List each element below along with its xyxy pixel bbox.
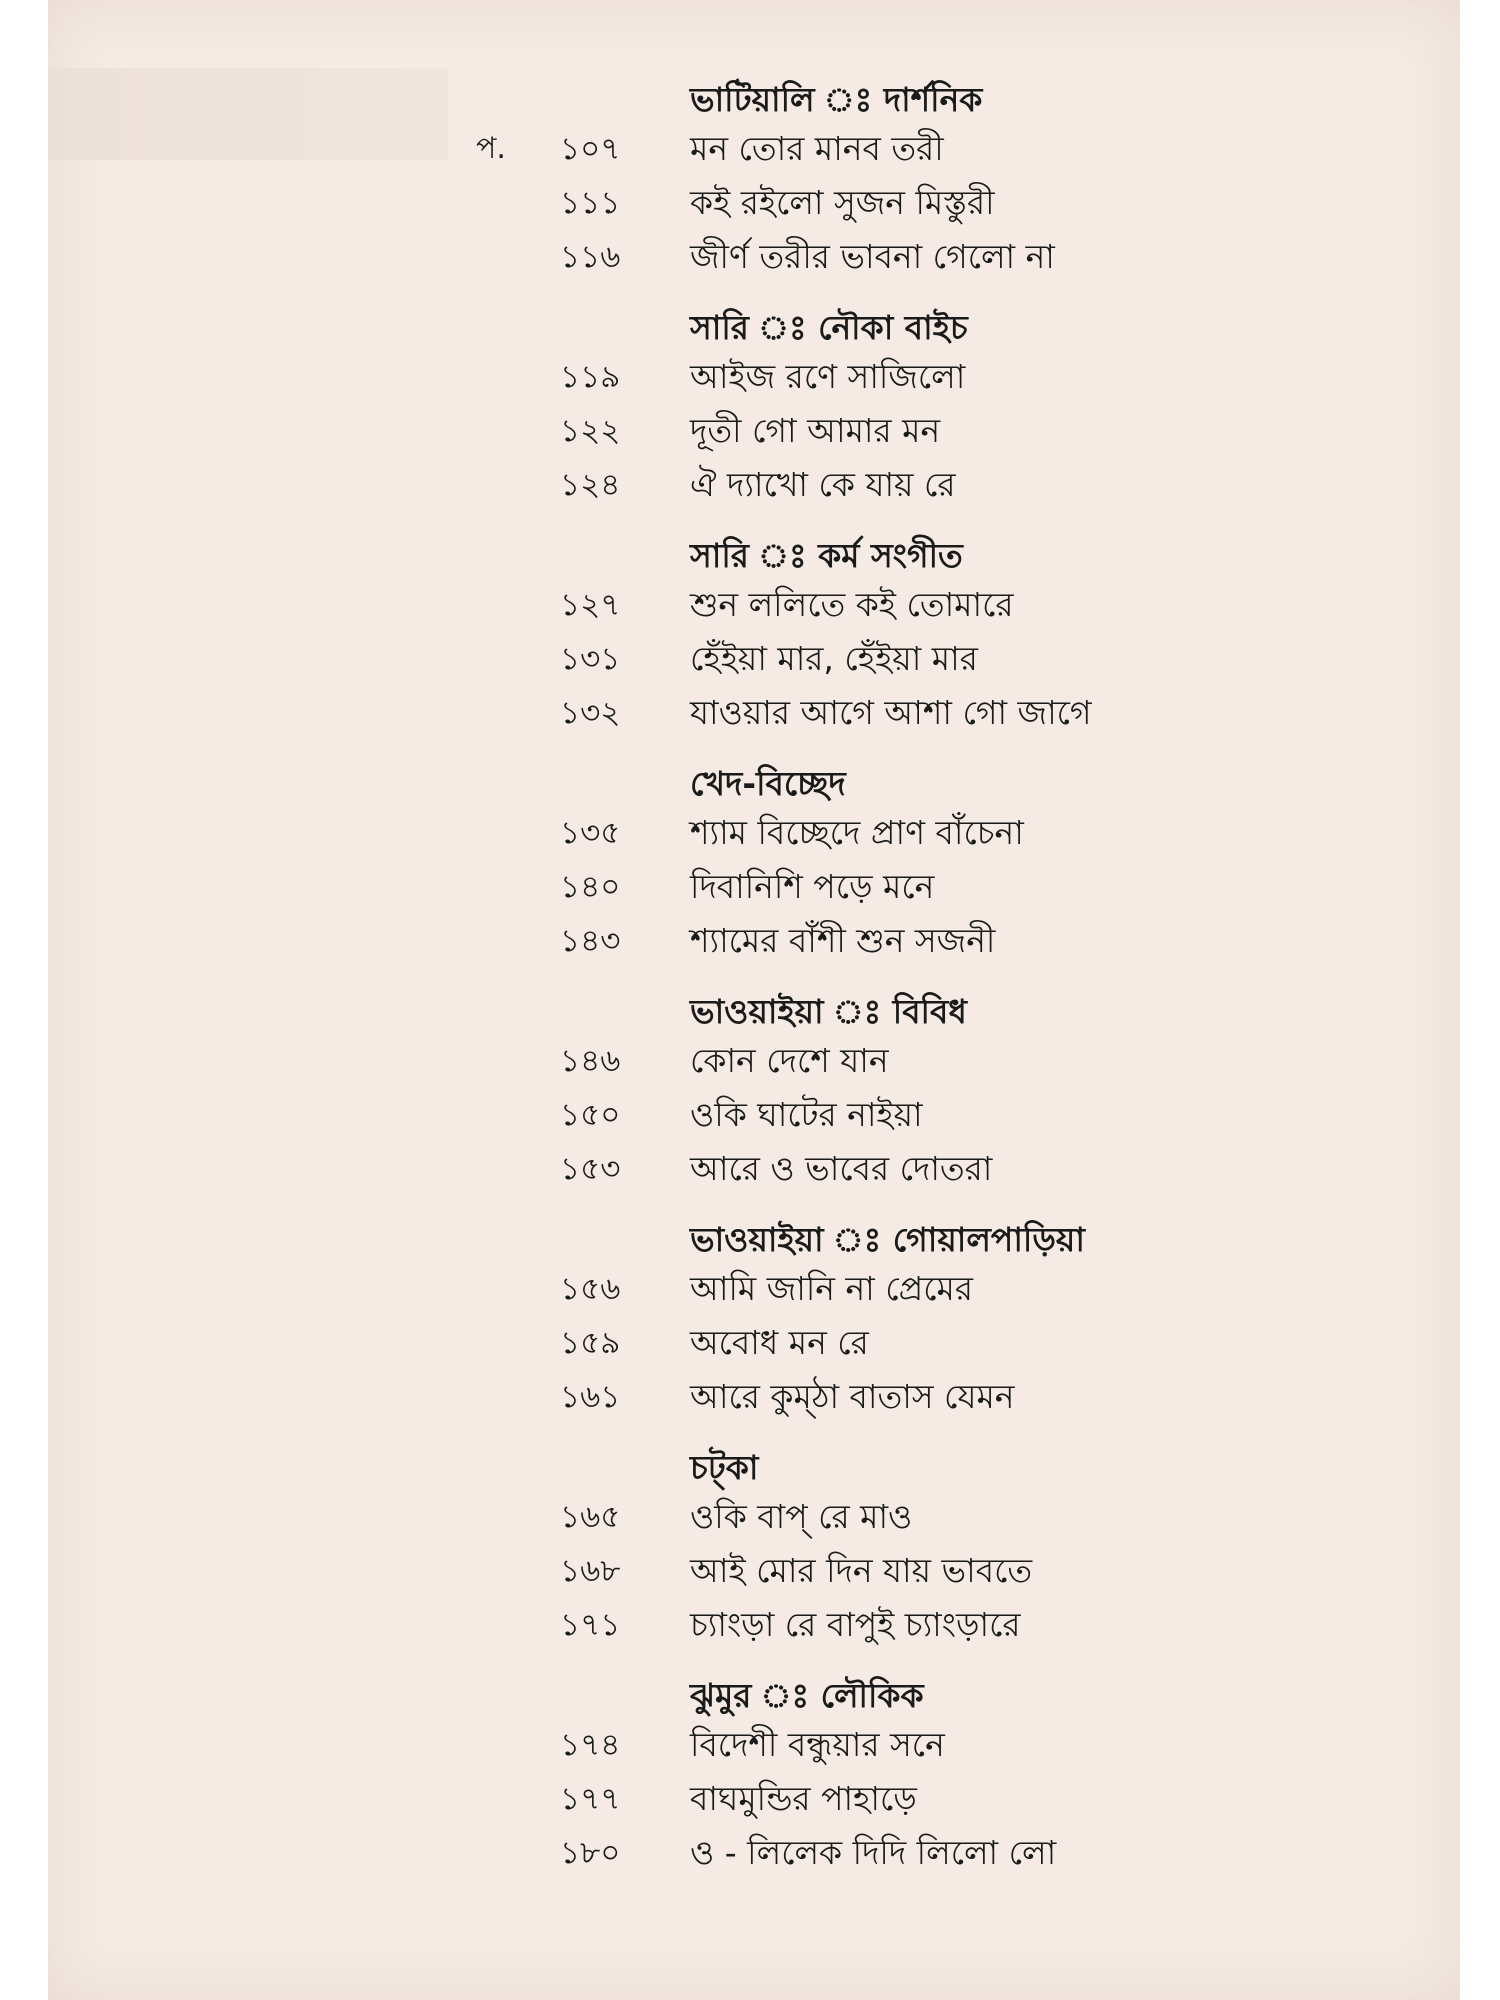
song-title: আরে ও ভাবের দোতরা (690, 1149, 993, 1188)
song-title: দূতী গো আমার মন (690, 411, 941, 450)
song-title: বাঘমুন্ডির পাহাড়ে (690, 1779, 917, 1818)
page-number: ১৭৪ (560, 1727, 621, 1763)
toc-entry (420, 404, 1380, 458)
song-title: আরে কুম্ঠা বাতাস যেমন (690, 1377, 1015, 1416)
song-title: অবোধ মন রে (690, 1323, 869, 1362)
page-number: ১১৯ (560, 359, 621, 395)
toc-section (420, 1446, 1380, 1652)
song-title: জীর্ণ তরীর ভাবনা গেলো না (690, 237, 1055, 276)
page-number: ১২৪ (560, 467, 621, 503)
page-number: ১৩৫ (560, 815, 621, 851)
toc-entry (420, 1826, 1380, 1880)
page-number: ১২৭ (560, 587, 621, 623)
page-number: ১৪০ (560, 869, 621, 905)
page-number: ১৫০ (560, 1097, 621, 1133)
toc-entry (420, 1544, 1380, 1598)
section-heading: ঝুমুর ঃ লৌকিক (690, 1676, 924, 1715)
section-heading: খেদ-বিচ্ছেদ (690, 764, 846, 803)
toc-entry (420, 230, 1380, 284)
section-heading: চট্‌কা (690, 1448, 759, 1487)
page-number: ১৩১ (560, 641, 621, 677)
page-prefix: প. (476, 131, 506, 166)
toc-entry (420, 1262, 1380, 1316)
toc-section (420, 306, 1380, 512)
toc-section (420, 762, 1380, 968)
song-title: বিদেশী বন্ধুয়ার সনে (690, 1725, 945, 1764)
song-title: চ্যাংড়া রে বাপুই চ্যাংড়ারে (690, 1605, 1021, 1644)
toc-entry (420, 632, 1380, 686)
toc-entry (420, 1370, 1380, 1424)
song-title: হেঁইয়া মার, হেঁইয়া মার (690, 639, 978, 678)
song-title: ওকি বাপ্ রে মাও (690, 1497, 913, 1536)
toc-entry (420, 458, 1380, 512)
song-title: ও - লিলেক দিদি লিলো লো (690, 1833, 1057, 1872)
page-number: ১৩২ (560, 695, 621, 731)
toc-entry (420, 1598, 1380, 1652)
toc-entry (420, 1142, 1380, 1196)
page-number: ১৪৬ (560, 1043, 621, 1079)
song-title: আই মোর দিন যায় ভাবতে (690, 1551, 1033, 1590)
toc-entry (420, 122, 1380, 176)
page-number: ১১৬ (560, 239, 621, 275)
song-title: কোন দেশে যান (690, 1041, 889, 1080)
page-number: ১২২ (560, 413, 621, 449)
toc-entry (420, 350, 1380, 404)
show-through-band (48, 68, 448, 160)
page-number: ১৫৯ (560, 1325, 621, 1361)
song-title: আমি জানি না প্রেমের (690, 1269, 973, 1308)
toc-entry (420, 1772, 1380, 1826)
toc-entry (420, 806, 1380, 860)
song-title: আইজ রণে সাজিলো (690, 357, 966, 396)
song-title: ওকি ঘাটের নাইয়া (690, 1095, 923, 1134)
song-title: শ্যাম বিচ্ছেদে প্রাণ বাঁচেনা (690, 813, 1024, 852)
toc-entry (420, 1088, 1380, 1142)
toc-section (420, 990, 1380, 1196)
song-title: কই রইলো সুজন মিস্তুরী (690, 183, 995, 222)
toc-entry (420, 176, 1380, 230)
page-number: ১৫৬ (560, 1271, 621, 1307)
toc-entry (420, 578, 1380, 632)
page-number: ১০৭ (560, 131, 621, 167)
page-number: ১৫৩ (560, 1151, 621, 1187)
page-number: ১৪৩ (560, 923, 621, 959)
page-number: ১৬৮ (560, 1553, 621, 1589)
toc-entry (420, 914, 1380, 968)
page-number: ১৮০ (560, 1835, 621, 1871)
toc-section (420, 1674, 1380, 1880)
page-number: ১৭১ (560, 1607, 621, 1643)
toc-entry (420, 1034, 1380, 1088)
toc-section (420, 1218, 1380, 1424)
toc-entry (420, 686, 1380, 740)
section-heading: ভাওয়াইয়া ঃ বিবিধ (690, 992, 967, 1031)
section-heading: ভাওয়াইয়া ঃ গোয়ালপাড়িয়া (690, 1220, 1085, 1259)
toc-entry (420, 1316, 1380, 1370)
page-number: ১৭৭ (560, 1781, 621, 1817)
song-title: শ্যামের বাঁশী শুন সজনী (690, 921, 996, 960)
toc-entry (420, 860, 1380, 914)
song-title: মন তোর মানব তরী (690, 129, 944, 168)
page-number: ১১১ (560, 185, 621, 221)
toc-entry (420, 1718, 1380, 1772)
table-of-contents (420, 78, 1380, 1902)
song-title: ঐ দ্যাখো কে যায় রে (690, 465, 956, 504)
page-number: ১৬১ (560, 1379, 621, 1415)
song-title: দিবানিশি পড়ে মনে (690, 867, 935, 906)
toc-section (420, 534, 1380, 740)
toc-entry (420, 1490, 1380, 1544)
section-heading: সারি ঃ নৌকা বাইচ (690, 308, 968, 347)
song-title: শুন ললিতে কই তোমারে (690, 585, 1014, 624)
toc-section (420, 78, 1380, 284)
section-heading: সারি ঃ কর্ম সংগীত (690, 536, 963, 575)
page-number: ১৬৫ (560, 1499, 621, 1535)
song-title: যাওয়ার আগে আশা গো জাগে (690, 693, 1092, 732)
section-heading: ভাটিয়ালি ঃ দার্শনিক (690, 80, 983, 119)
